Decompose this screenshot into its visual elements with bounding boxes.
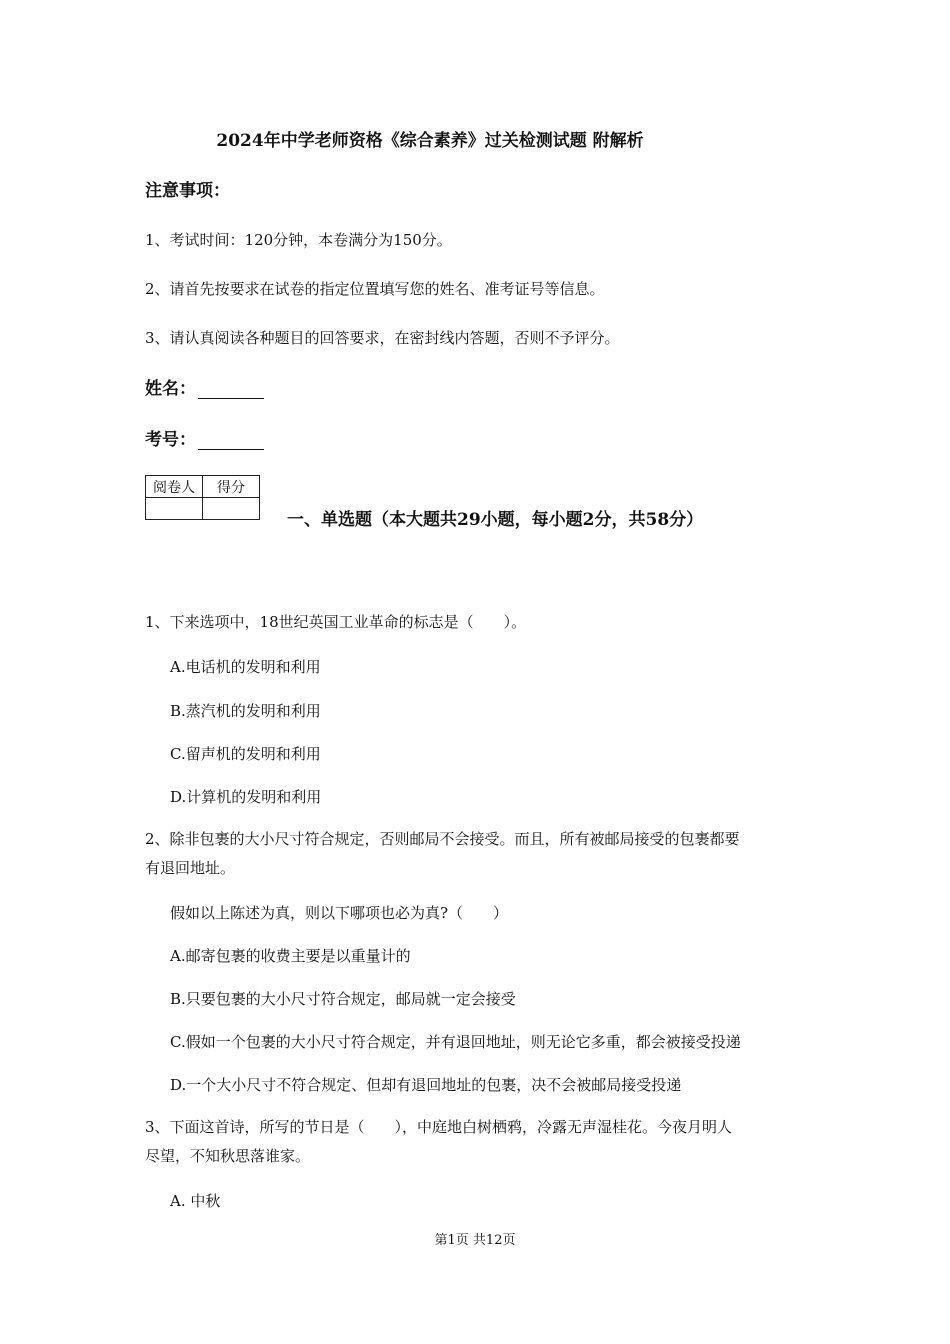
- exam-id-field[interactable]: [145, 425, 264, 450]
- score-table: [145, 475, 260, 520]
- score-header: 得分: [203, 476, 260, 498]
- notice-heading: 注意事项：: [145, 181, 230, 201]
- notice-item-2: 2、请首先按要求在试卷的指定位置填写您的姓名、准考证号等信息。: [145, 280, 605, 298]
- question-2-stem-line-1: 2、除非包裹的大小尺寸符合规定，否则邮局不会接受。而且，所有被邮局接受的包裹都要: [145, 830, 740, 848]
- question-3-option-a: A. 中秋: [170, 1192, 221, 1210]
- question-2-sub-question: 假如以上陈述为真，则以下哪项也必为真?（ ）: [170, 904, 509, 922]
- question-3-stem-line-2: 尽望，不知秋思落谁家。: [145, 1147, 311, 1165]
- question-1-option-a: A.电话机的发明和利用: [170, 658, 321, 676]
- name-label: 姓名：: [145, 379, 196, 399]
- exam-id-label: 考号：: [145, 430, 196, 450]
- question-1-stem: 1、下来选项中，18世纪英国工业革命的标志是（ ）。: [145, 613, 527, 631]
- grader-header: 阅卷人: [146, 476, 203, 498]
- question-2-stem-line-2: 有退回地址。: [145, 859, 236, 877]
- question-1-option-d: D.计算机的发明和利用: [170, 788, 322, 806]
- question-2-option-b: B.只要包裹的大小尺寸符合规定，邮局就一定会接受: [170, 990, 516, 1008]
- grader-cell[interactable]: [146, 498, 203, 520]
- exam-id-blank-line[interactable]: [198, 431, 264, 450]
- question-1-option-b: B.蒸汽机的发明和利用: [170, 702, 321, 720]
- name-field[interactable]: [145, 374, 264, 399]
- question-2-option-a: A.邮寄包裹的收费主要是以重量计的: [170, 947, 411, 965]
- notice-item-1: 1、考试时间：120分钟，本卷满分为150分。: [145, 231, 452, 249]
- page-footer: 第1页 共12页: [434, 1233, 516, 1248]
- question-2-option-c: C.假如一个包裹的大小尺寸符合规定，并有退回地址，则无论它多重，都会被接受投递: [170, 1033, 741, 1051]
- name-blank-line[interactable]: [198, 380, 264, 399]
- question-3-stem-line-1: 3、下面这首诗，所写的节日是（ ），中庭地白树栖鸦，冷露无声湿桂花。今夜月明人: [145, 1118, 733, 1136]
- question-1-option-c: C.留声机的发明和利用: [170, 745, 321, 763]
- page-title: 2024年中学老师资格《综合素养》过关检测试题 附解析: [216, 131, 644, 151]
- section-title: 一、单选题（本大题共29小题，每小题2分，共58分）: [287, 510, 704, 530]
- question-2-option-d: D.一个大小尺寸不符合规定、但却有退回地址的包裹，决不会被邮局接受投递: [170, 1076, 682, 1094]
- score-cell[interactable]: [203, 498, 260, 520]
- notice-item-3: 3、请认真阅读各种题目的回答要求，在密封线内答题，否则不予评分。: [145, 329, 620, 347]
